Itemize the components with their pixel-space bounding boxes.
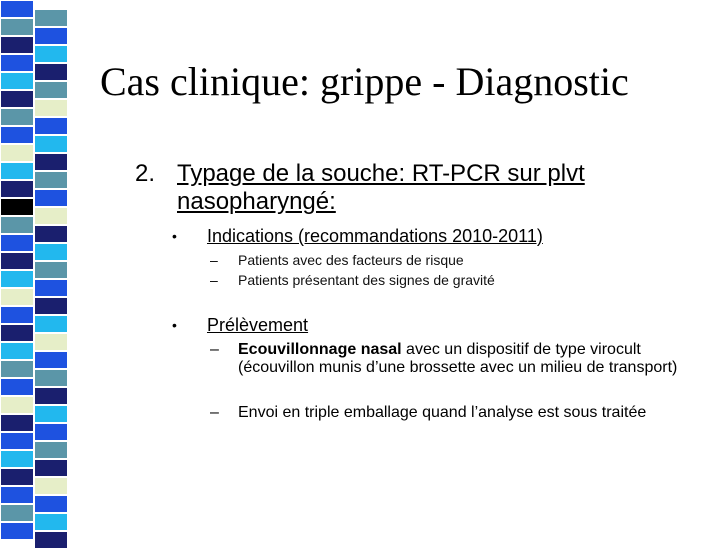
stripe-block [34, 297, 68, 315]
prelevement-item-1-rest: avec un dispositif de type virocult (écouvillon munis d’une brossette avec un milieu de transport) [238, 341, 678, 376]
stripe-block [0, 108, 34, 126]
point-number: 2. [135, 160, 156, 187]
prelevement-item-1 [238, 341, 708, 377]
stripe-block [34, 27, 68, 45]
stripe-block [34, 207, 68, 225]
stripe-block [0, 342, 34, 360]
stripe-block [34, 45, 68, 63]
stripe-block [34, 63, 68, 81]
stripe-block [34, 333, 68, 351]
stripe-block [34, 9, 68, 27]
stripe-block [34, 117, 68, 135]
stripe-block [0, 0, 34, 18]
stripe-block [34, 315, 68, 333]
stripe-block [34, 369, 68, 387]
stripe-block [0, 522, 34, 540]
stripe-block [34, 171, 68, 189]
dash-icon: – [210, 252, 218, 268]
stripe-block [0, 54, 34, 72]
stripe-block [34, 189, 68, 207]
stripe-block [0, 306, 34, 324]
stripe-block [34, 405, 68, 423]
bullet-prelevement: • [172, 317, 177, 333]
stripe-block [0, 450, 34, 468]
stripe-block [34, 351, 68, 369]
point-text-line2: nasopharyngé: [177, 188, 336, 215]
stripe-block [34, 423, 68, 441]
stripe-block [34, 261, 68, 279]
stripe-block [34, 459, 68, 477]
stripe-block [0, 486, 34, 504]
indication-item-1: Patients avec des facteurs de risque [238, 252, 464, 268]
dash-icon: – [210, 404, 219, 421]
stripe-block [34, 225, 68, 243]
stripe-block [34, 243, 68, 261]
stripe-block [0, 18, 34, 36]
point-text-line1: Typage de la souche: RT-PCR sur plvt [177, 160, 585, 187]
prelevement-label: Prélèvement [207, 315, 309, 335]
stripe-block [34, 279, 68, 297]
stripe-block [34, 387, 68, 405]
stripe-block [0, 432, 34, 450]
stripe-block [0, 360, 34, 378]
slide-title: Cas clinique: grippe - Diagnostic [100, 59, 629, 104]
stripe-block [0, 90, 34, 108]
stripe-block [0, 126, 34, 144]
stripe-block [34, 153, 68, 171]
stripe-block [0, 378, 34, 396]
stripe-block [0, 162, 34, 180]
stripe-block [0, 324, 34, 342]
stripe-block [0, 288, 34, 306]
stripe-block [0, 198, 34, 216]
stripe-block [0, 180, 34, 198]
stripe-block [0, 36, 34, 54]
stripe-block [0, 252, 34, 270]
stripe-block [0, 144, 34, 162]
dash-icon: – [210, 341, 219, 358]
stripe-block [0, 504, 34, 522]
stripe-block [34, 513, 68, 531]
stripe-block [0, 270, 34, 288]
prelevement-item-2: Envoi en triple emballage quand l’analyse est sous traitée [238, 404, 647, 421]
indications-label: Indications (recommandations 2010-2011) [207, 226, 543, 246]
indication-item-2: Patients présentant des signes de gravité [238, 272, 495, 288]
stripe-block [34, 81, 68, 99]
stripe-block [34, 99, 68, 117]
stripe-block [0, 72, 34, 90]
stripe-block [34, 441, 68, 459]
stripe-block [0, 216, 34, 234]
stripe-block [34, 477, 68, 495]
dash-icon: – [210, 272, 218, 288]
stripe-block [0, 414, 34, 432]
stripe-block [0, 396, 34, 414]
stripe-block [0, 468, 34, 486]
stripe-block [0, 234, 34, 252]
stripe-block [34, 135, 68, 153]
stripe-block [34, 531, 68, 549]
decorative-stripe-column [0, 0, 72, 540]
prelevement-item-1-bold: Ecouvillonnage nasal [238, 341, 402, 358]
bullet-indications: • [172, 228, 177, 244]
stripe-block [34, 495, 68, 513]
